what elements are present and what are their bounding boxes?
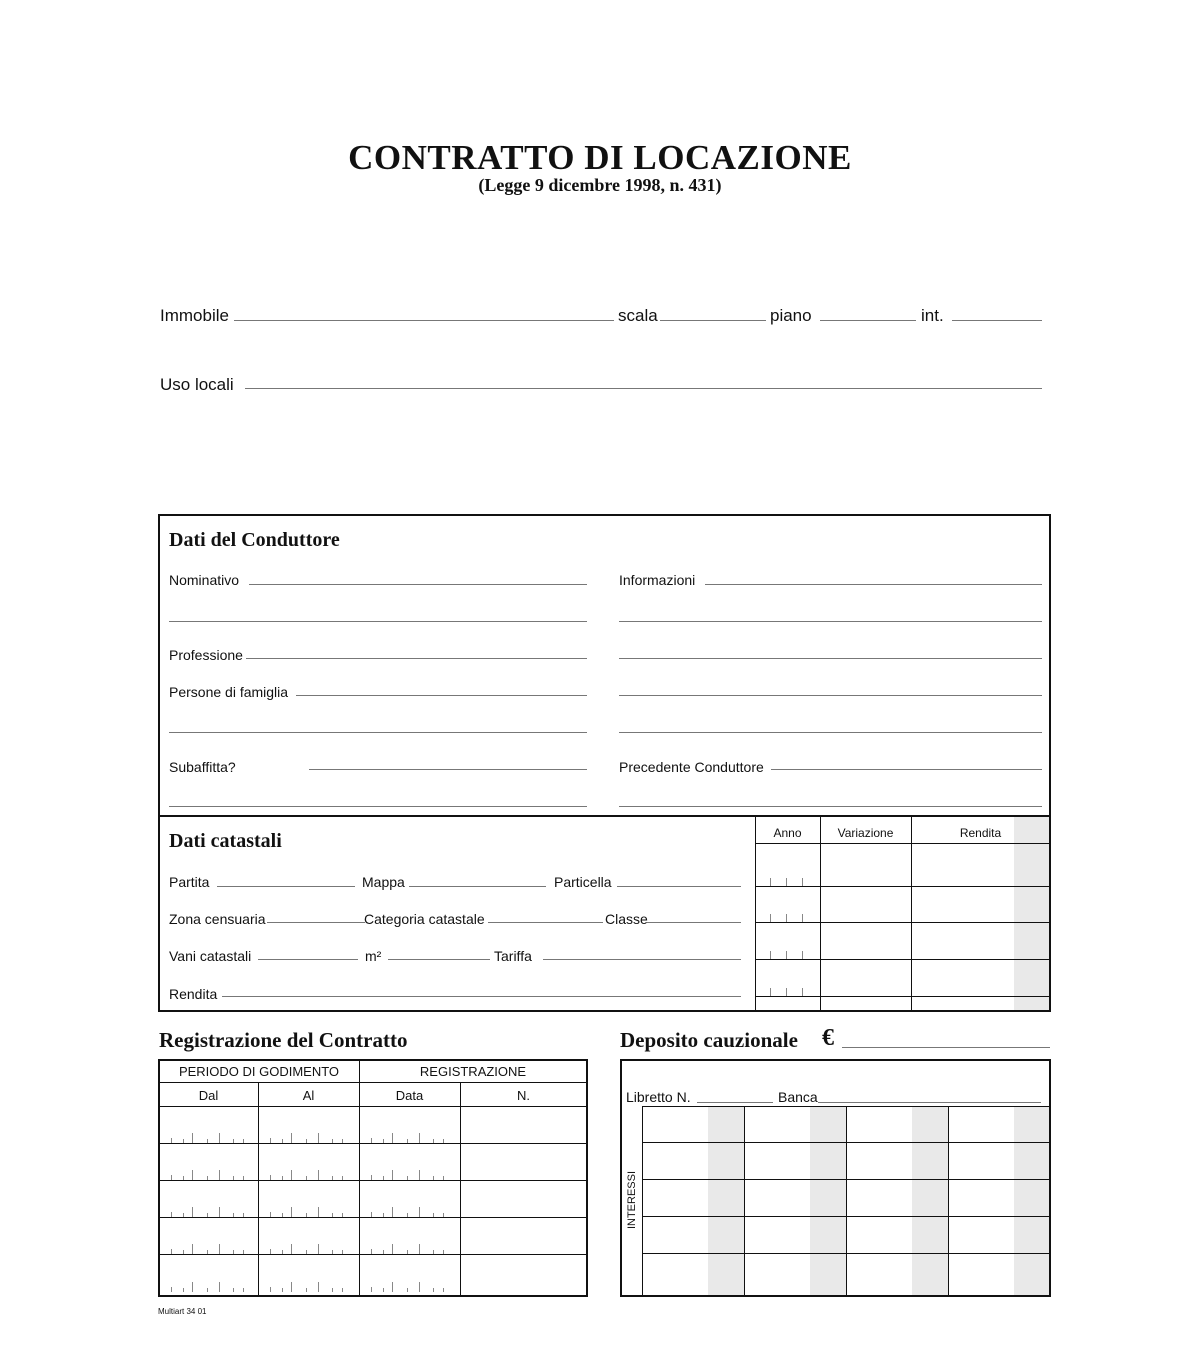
date-tick: [270, 1175, 271, 1180]
date-tick: [306, 1288, 307, 1292]
subaffitta-field-2[interactable]: [169, 806, 587, 807]
date-tick: [207, 1250, 208, 1254]
date-tick: [392, 1207, 393, 1217]
date-tick: [318, 1170, 319, 1180]
date-tick: [282, 1139, 283, 1143]
date-tick: [270, 1212, 271, 1217]
date-tick: [443, 1139, 444, 1143]
date-tick: [219, 1133, 220, 1143]
anno-tick: [770, 988, 771, 996]
date-tick: [433, 1250, 434, 1254]
cadastral-row-line: [755, 886, 1050, 887]
anno-tick: [802, 878, 803, 886]
date-tick: [270, 1249, 271, 1254]
date-tick: [419, 1282, 420, 1292]
date-tick: [207, 1213, 208, 1217]
date-tick: [318, 1282, 319, 1292]
date-tick: [318, 1207, 319, 1217]
mappa-label: Mappa: [362, 874, 405, 890]
date-tick: [243, 1176, 244, 1180]
interessi-shaded-column: [912, 1107, 948, 1295]
libretto-label: Libretto N.: [626, 1089, 691, 1105]
uso-locali-label: Uso locali: [160, 375, 234, 394]
date-tick: [183, 1139, 184, 1143]
date-tick: [243, 1139, 244, 1143]
tariffa-label: Tariffa: [494, 948, 532, 964]
date-tick: [282, 1288, 283, 1292]
date-tick: [419, 1133, 420, 1143]
cadastral-row-line: [755, 996, 1050, 997]
informazioni-label: Informazioni: [619, 572, 696, 588]
date-tick: [183, 1176, 184, 1180]
date-tick: [383, 1139, 384, 1143]
immobile-field[interactable]: [234, 320, 614, 321]
document-subtitle: (Legge 9 dicembre 1998, n. 431): [478, 175, 722, 195]
date-tick: [407, 1176, 408, 1180]
zona-field[interactable]: [267, 922, 365, 923]
date-tick: [371, 1287, 372, 1292]
date-tick: [192, 1133, 193, 1143]
date-tick: [192, 1170, 193, 1180]
cadastral-row-line: [755, 922, 1050, 923]
date-tick: [371, 1138, 372, 1143]
date-tick: [171, 1212, 172, 1217]
date-tick: [219, 1244, 220, 1254]
date-tick: [392, 1282, 393, 1292]
registration-row-line: [159, 1180, 587, 1181]
cadastral-divider: [911, 817, 912, 1010]
date-tick: [171, 1249, 172, 1254]
registration-divider: [460, 1082, 461, 1296]
persone-famiglia-label: Persone di famiglia: [169, 684, 289, 700]
date-tick: [270, 1287, 271, 1292]
anno-tick: [802, 951, 803, 959]
date-tick: [332, 1288, 333, 1292]
date-tick: [371, 1175, 372, 1180]
col-data: Data: [395, 1088, 424, 1103]
tenant-heading: Dati del Conduttore: [169, 529, 340, 551]
date-tick: [371, 1212, 372, 1217]
banca-label: Banca: [778, 1089, 818, 1105]
registration-row-line: [159, 1143, 587, 1144]
anno-tick: [770, 914, 771, 922]
nominativo-field-2[interactable]: [169, 621, 587, 622]
date-tick: [371, 1249, 372, 1254]
categoria-label: Categoria catastale: [364, 911, 485, 927]
persone-famiglia-field[interactable]: [296, 695, 587, 696]
date-tick: [407, 1250, 408, 1254]
partita-label: Partita: [169, 874, 210, 890]
anno-tick: [802, 914, 803, 922]
col-rendita: Rendita: [959, 826, 1002, 840]
anno-tick: [786, 914, 787, 922]
date-tick: [243, 1250, 244, 1254]
anno-tick: [770, 951, 771, 959]
precedente-label: Precedente Conduttore: [619, 759, 764, 775]
subaffitta-field[interactable]: [309, 769, 587, 770]
date-tick: [419, 1207, 420, 1217]
date-tick: [306, 1176, 307, 1180]
classe-label: Classe: [605, 911, 648, 927]
rendita-shaded-column: [1014, 817, 1049, 1010]
date-tick: [233, 1250, 234, 1254]
informazioni-field-3[interactable]: [619, 658, 1042, 659]
cadastral-row-line: [755, 959, 1050, 960]
registration-row-line: [159, 1254, 587, 1255]
tenant-section: [158, 514, 1051, 817]
deposit-amount-field[interactable]: [842, 1047, 1050, 1048]
date-tick: [282, 1213, 283, 1217]
anno-tick: [786, 878, 787, 886]
date-tick: [392, 1170, 393, 1180]
date-tick: [192, 1282, 193, 1292]
deposit-divider: [642, 1106, 643, 1296]
date-tick: [443, 1176, 444, 1180]
date-tick: [443, 1213, 444, 1217]
vani-label: Vani catastali: [169, 948, 252, 964]
informazioni-field[interactable]: [705, 584, 1042, 585]
date-tick: [207, 1139, 208, 1143]
date-tick: [419, 1170, 420, 1180]
registrazione-header: REGISTRAZIONE: [419, 1064, 527, 1079]
registration-divider: [258, 1082, 259, 1296]
subaffitta-label: Subaffitta?: [169, 759, 236, 775]
cadastral-heading: Dati catastali: [169, 830, 282, 852]
date-tick: [342, 1250, 343, 1254]
date-tick: [183, 1288, 184, 1292]
date-tick: [383, 1176, 384, 1180]
anno-tick: [786, 951, 787, 959]
rendita-field[interactable]: [222, 996, 741, 997]
deposit-heading: Deposito cauzionale: [620, 1028, 798, 1052]
scala-field[interactable]: [660, 320, 766, 321]
date-tick: [433, 1176, 434, 1180]
periodo-header: PERIODO DI GODIMENTO: [178, 1064, 340, 1079]
piano-field[interactable]: [820, 320, 916, 321]
document-title: CONTRATTO DI LOCAZIONE: [348, 138, 852, 177]
date-tick: [392, 1244, 393, 1254]
col-dal: Dal: [198, 1088, 219, 1103]
cadastral-divider: [820, 817, 821, 1010]
precedente-field-2[interactable]: [619, 806, 1042, 807]
date-tick: [332, 1139, 333, 1143]
date-tick: [291, 1244, 292, 1254]
deposit-divider: [948, 1106, 949, 1296]
date-tick: [291, 1207, 292, 1217]
date-tick: [342, 1176, 343, 1180]
registration-row-line: [159, 1106, 587, 1107]
classe-field[interactable]: [647, 922, 741, 923]
m2-label: m²: [365, 948, 382, 964]
deposit-divider: [744, 1106, 745, 1296]
interessi-shaded-column: [1014, 1107, 1049, 1295]
particella-field[interactable]: [617, 886, 741, 887]
persone-famiglia-field-2[interactable]: [169, 732, 587, 733]
professione-label: Professione: [169, 647, 243, 663]
date-tick: [342, 1139, 343, 1143]
vani-field[interactable]: [258, 959, 358, 960]
date-tick: [407, 1213, 408, 1217]
anno-tick: [802, 988, 803, 996]
col-variazione: Variazione: [837, 826, 894, 840]
registration-row-line: [159, 1217, 587, 1218]
date-tick: [332, 1176, 333, 1180]
int-field[interactable]: [952, 320, 1042, 321]
libretto-field[interactable]: [697, 1102, 773, 1103]
date-tick: [306, 1213, 307, 1217]
informazioni-field-4[interactable]: [619, 695, 1042, 696]
m2-field[interactable]: [388, 959, 490, 960]
cadastral-row-line: [755, 843, 1050, 844]
date-tick: [383, 1288, 384, 1292]
date-tick: [306, 1139, 307, 1143]
anno-tick: [786, 988, 787, 996]
date-tick: [332, 1213, 333, 1217]
categoria-field[interactable]: [488, 922, 603, 923]
date-tick: [243, 1213, 244, 1217]
date-tick: [433, 1139, 434, 1143]
cadastral-divider: [755, 817, 756, 1010]
date-tick: [233, 1213, 234, 1217]
professione-field[interactable]: [246, 658, 587, 659]
date-tick: [282, 1250, 283, 1254]
registration-row-line: [159, 1082, 587, 1083]
date-tick: [318, 1244, 319, 1254]
nominativo-field[interactable]: [249, 584, 587, 585]
col-anno: Anno: [773, 826, 802, 840]
rendita-label: Rendita: [169, 986, 218, 1002]
date-tick: [318, 1133, 319, 1143]
scala-label: scala: [618, 306, 658, 325]
date-tick: [219, 1170, 220, 1180]
date-tick: [392, 1133, 393, 1143]
date-tick: [171, 1287, 172, 1292]
euro-symbol: €: [822, 1025, 834, 1051]
date-tick: [407, 1139, 408, 1143]
partita-field[interactable]: [217, 886, 355, 887]
date-tick: [171, 1175, 172, 1180]
date-tick: [243, 1288, 244, 1292]
date-tick: [207, 1176, 208, 1180]
date-tick: [433, 1288, 434, 1292]
date-tick: [270, 1138, 271, 1143]
date-tick: [433, 1213, 434, 1217]
tariffa-field[interactable]: [543, 959, 741, 960]
date-tick: [306, 1250, 307, 1254]
form-code: Multiart 34 01: [158, 1307, 207, 1316]
anno-tick: [770, 878, 771, 886]
banca-field[interactable]: [818, 1102, 1041, 1103]
date-tick: [443, 1250, 444, 1254]
date-tick: [192, 1244, 193, 1254]
date-tick: [207, 1288, 208, 1292]
interessi-shaded-column: [708, 1107, 744, 1295]
nominativo-label: Nominativo: [169, 572, 240, 588]
date-tick: [219, 1207, 220, 1217]
date-tick: [342, 1288, 343, 1292]
immobile-label: Immobile: [160, 306, 229, 325]
date-tick: [291, 1170, 292, 1180]
piano-label: piano: [770, 306, 812, 325]
date-tick: [407, 1288, 408, 1292]
uso-locali-field[interactable]: [245, 388, 1042, 389]
date-tick: [332, 1250, 333, 1254]
col-n: N.: [517, 1088, 530, 1103]
col-al: Al: [302, 1088, 315, 1103]
mappa-field[interactable]: [409, 886, 546, 887]
date-tick: [443, 1288, 444, 1292]
date-tick: [291, 1133, 292, 1143]
informazioni-field-5[interactable]: [619, 732, 1042, 733]
particella-label: Particella: [554, 874, 612, 890]
date-tick: [383, 1213, 384, 1217]
date-tick: [183, 1213, 184, 1217]
informazioni-field-2[interactable]: [619, 621, 1042, 622]
date-tick: [219, 1282, 220, 1292]
date-tick: [282, 1176, 283, 1180]
int-label: int.: [921, 306, 944, 325]
date-tick: [233, 1288, 234, 1292]
interessi-label: INTERESSI: [626, 1170, 638, 1230]
date-tick: [419, 1244, 420, 1254]
zona-label: Zona censuaria: [169, 911, 266, 927]
date-tick: [233, 1139, 234, 1143]
date-tick: [383, 1250, 384, 1254]
interessi-shaded-column: [810, 1107, 846, 1295]
date-tick: [192, 1207, 193, 1217]
registration-heading: Registrazione del Contratto: [159, 1028, 408, 1052]
precedente-field[interactable]: [771, 769, 1042, 770]
date-tick: [171, 1138, 172, 1143]
deposit-divider: [846, 1106, 847, 1296]
date-tick: [342, 1213, 343, 1217]
date-tick: [291, 1282, 292, 1292]
date-tick: [233, 1176, 234, 1180]
date-tick: [183, 1250, 184, 1254]
